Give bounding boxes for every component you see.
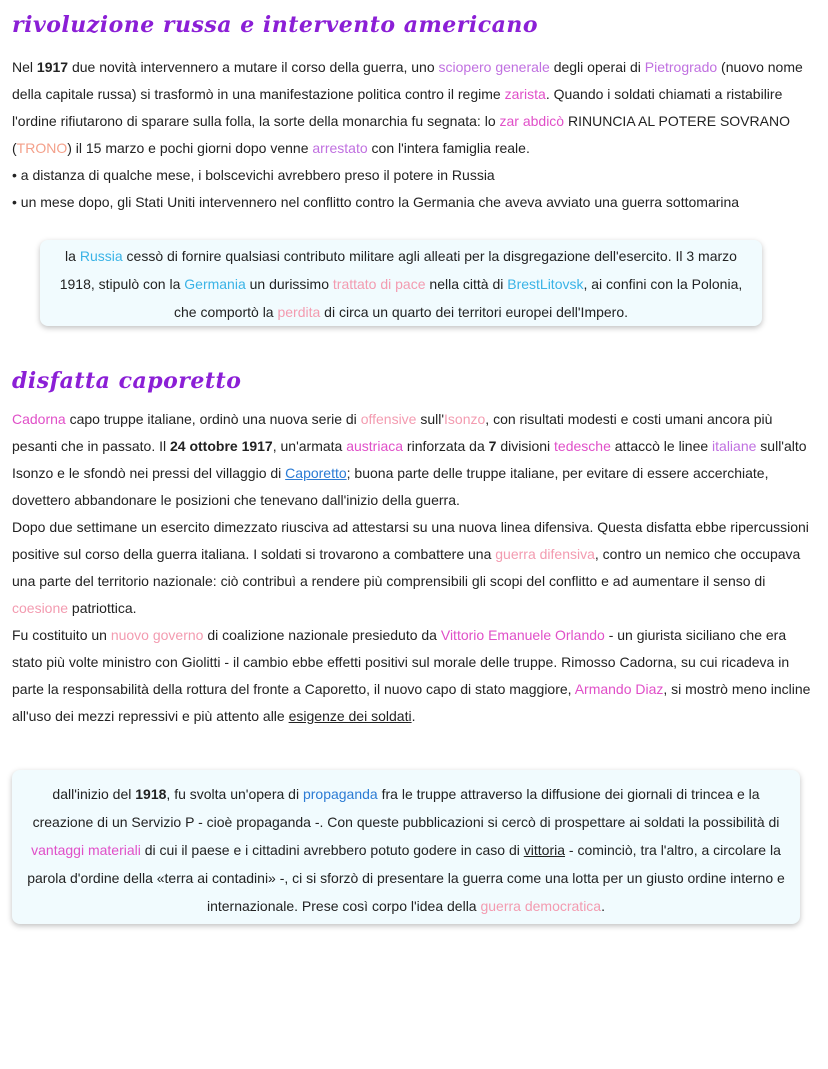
text: patriottica.	[68, 600, 137, 616]
highlight-term: Caporetto	[285, 465, 347, 481]
text: (nuovo nome della capitale russa) si trasformò in una manifestazione politica contro il regime	[12, 59, 803, 102]
highlight-term: guerra difensiva	[495, 546, 595, 562]
text: , si mostrò meno incline all'uso dei mezzi repressivi e più attento alle	[12, 681, 811, 724]
text: degli operai di	[549, 59, 645, 75]
text: un durissimo	[245, 276, 333, 292]
highlight-term: esigenze dei soldati	[288, 708, 412, 724]
highlight-term: arrestato	[312, 140, 368, 156]
highlight-term: zar abdicò	[499, 113, 565, 129]
text: Nel	[12, 59, 37, 75]
highlight-term: Russia	[79, 248, 123, 264]
highlight-term: Vittorio Emanuele Orlando	[440, 627, 605, 643]
text: di circa un quarto dei territori europei dell'Impero.	[320, 304, 629, 320]
text: ; buona parte delle truppe italiane, per evitare di essere accerchiate, dovettero abbandonare le posizioni che tenevano dall'inizio della guerra.	[12, 465, 769, 508]
text: Fu costituito un	[12, 627, 111, 643]
text: sull'	[416, 411, 445, 427]
highlight-term: propaganda	[302, 786, 378, 802]
year-text: 1918	[135, 786, 167, 802]
text: Dopo due settimane un esercito dimezzato riusciva ad attestarsi su una nuova linea difensiva. Questa disfatta ebbe ripercussioni positive sul corso della guerra italiana. I soldati si trovarono a combattere una	[12, 519, 809, 562]
text: sull'alto Isonzo e le sfondò nei pressi del villaggio di	[12, 438, 807, 481]
highlight-term: vittoria	[523, 842, 565, 858]
highlight-term: offensive	[360, 411, 417, 427]
highlight-term: Pietrogrado	[644, 59, 718, 75]
bullet-item: • a distanza di qualche mese, i bolscevichi avrebbero preso il potere in Russia	[12, 167, 495, 183]
text: attaccò le linee	[610, 438, 713, 454]
text: cessò di fornire qualsiasi contributo militare agli alleati per la disgregazione dell'esercito. Il 3 marzo 1918, stipulò con la	[59, 248, 737, 292]
highlight-term: vantaggi materiali	[31, 842, 141, 858]
text: .	[601, 898, 605, 914]
text: ) il 15 marzo e pochi giorni dopo venne	[67, 140, 313, 156]
text: - cominciò, tra l'altro, a circolare la parola d'ordine della «terra ai contadini» -, ci si sforzò di presentare la guerra come una lotta per un giusto ordine interno e internazionale. Prese così corpo l'idea della	[27, 842, 785, 914]
highlight-term: TRONO	[16, 140, 68, 156]
section-title-caporetto: disfatta caporetto	[12, 368, 242, 394]
highlight-term: tedesche	[554, 438, 611, 454]
bullet-item: • un mese dopo, gli Stati Uniti intervennero nel conflitto contro la Germania che aveva avviato una guerra sottomarina	[12, 194, 740, 210]
text: di cui il paese e i cittadini avrebbero potuto godere in caso di	[140, 842, 524, 858]
text: , un'armata	[272, 438, 347, 454]
highlight-term: Armando Diaz	[574, 681, 664, 697]
text: divisioni	[496, 438, 555, 454]
highlight-term: sciopero generale	[438, 59, 550, 75]
text: la	[65, 248, 80, 264]
highlight-term: zarista	[504, 86, 546, 102]
text: fra le truppe attraverso la diffusione dei giornali di trincea e la creazione di un Servizio P - cioè propaganda -. Con queste pubblicazioni si cercò di prospettare ai soldati la possibilità di	[32, 786, 780, 830]
highlight-term: guerra democratica	[480, 898, 602, 914]
text: , contro un nemico che occupava una parte del territorio nazionale: ciò contribuì a rendere più comprensibili gli scopi del conflitto e ad aumentare il senso di	[12, 546, 801, 589]
highlight-term: Cadorna	[12, 411, 66, 427]
year-text: 1917	[36, 59, 69, 75]
highlight-term: Germania	[184, 276, 246, 292]
highlight-term: italiane	[712, 438, 757, 454]
text: di coalizione nazionale presieduto da	[203, 627, 441, 643]
date-text: 24 ottobre 1917	[170, 438, 273, 454]
text: rinforzata da	[403, 438, 489, 454]
callout-box-russia	[40, 240, 762, 326]
text: dall'inizio del	[52, 786, 136, 802]
paragraph-caporetto	[12, 406, 812, 730]
section-title-russian-revolution: rivoluzione russa e intervento americano	[12, 12, 539, 38]
text: , ai confini con la Polonia, che comportò la	[173, 276, 743, 320]
text: due novità intervennero a mutare il corso della guerra, uno	[68, 59, 439, 75]
text: con l'intera famiglia reale.	[367, 140, 530, 156]
text: .	[411, 708, 416, 724]
highlight-term: trattato di pace	[332, 276, 426, 292]
text: , con risultati modesti e costi umani ancora più pesanti che in passato. Il	[12, 411, 773, 454]
text: . Quando i soldati chiamati a ristabilire l'ordine rifiutarono di sparare sulla folla, la sorte della monarchia fu segnata: lo	[12, 86, 783, 129]
text: nella città di	[425, 276, 508, 292]
callout-box-propaganda	[12, 770, 800, 924]
paragraph-russian-revolution	[12, 54, 812, 216]
highlight-term: nuovo governo	[110, 627, 204, 643]
highlight-term: Isonzo	[444, 411, 486, 427]
highlight-term: BrestLitovsk	[507, 276, 584, 292]
text: - un giurista siciliano che era stato più volte ministro con Giolitti - il cambio ebbe effetti positivi sul morale delle truppe. Rimosso Cadorna, su cui ricadeva in parte la responsabilità della rottura del fronte a Caporetto, il nuovo capo di stato maggiore,	[12, 627, 790, 697]
highlight-term: austriaca	[346, 438, 404, 454]
text: capo truppe italiane, ordinò una nuova serie di	[65, 411, 361, 427]
text: , fu svolta un'opera di	[166, 786, 303, 802]
number-text: 7	[488, 438, 497, 454]
text: RINUNCIA AL POTERE SOVRANO (	[12, 113, 790, 156]
highlight-term: perdita	[277, 304, 321, 320]
highlight-term: coesione	[12, 600, 69, 616]
